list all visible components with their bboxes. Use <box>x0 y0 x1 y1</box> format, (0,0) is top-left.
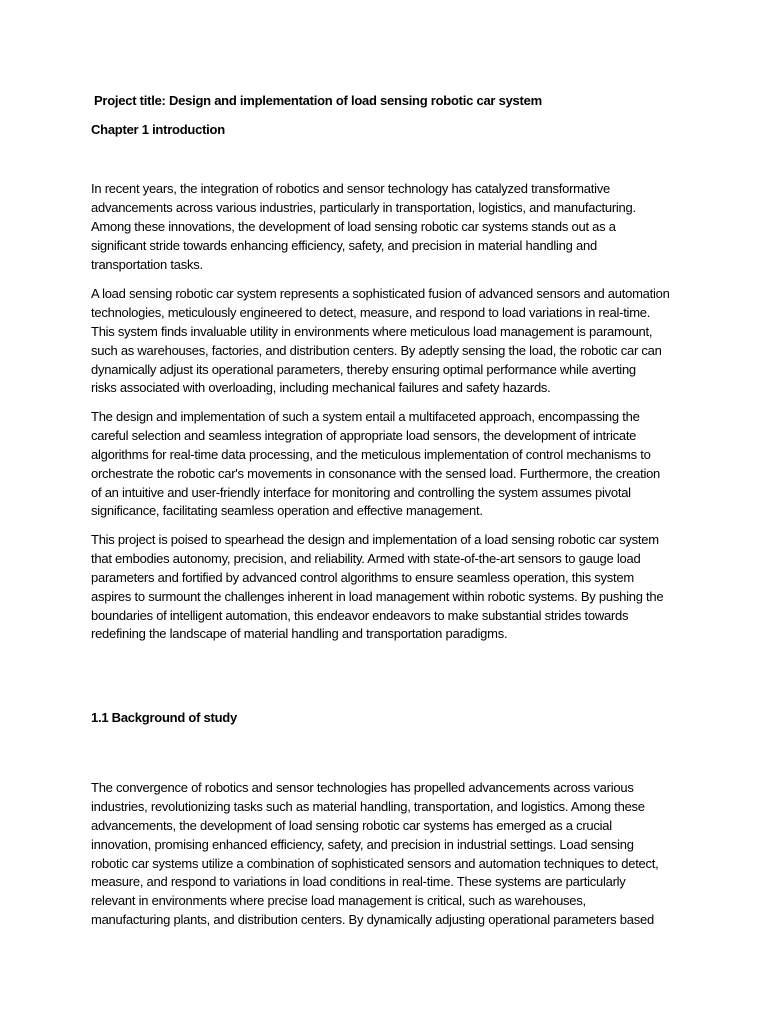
text-line: significance, facilitating seamless operation and effective management. <box>91 503 483 519</box>
text-line: parameters and fortified by advanced control algorithms to ensure seamless operation, this system <box>91 569 634 585</box>
text-line: The convergence of robotics and sensor technologies has propelled advancements across various <box>91 780 634 795</box>
text-line: Among these innovations, the development of load sensing robotic car systems stands out as a <box>91 218 616 234</box>
text-line: risks associated with overloading, including mechanical failures and safety hazards. <box>91 380 551 396</box>
text-line: technologies, meticulously engineered to detect, measure, and respond to load variations in real-time. <box>91 304 651 320</box>
text-line: advancements across various industries, particularly in transportation, logistics, and manufacturing. <box>91 199 636 215</box>
text-line: industries, revolutionizing tasks such as material handling, transportation, and logistics. Among these <box>91 798 645 814</box>
section-heading-background: 1.1 Background of study <box>91 710 237 725</box>
text-line: boundaries of intelligent automation, this endeavor endeavors to make substantial strides towards <box>91 607 629 623</box>
project-title: Project title: Design and implementation of load sensing robotic car system <box>94 93 542 108</box>
text-line: such as warehouses, factories, and distribution centers. By adeptly sensing the load, the robotic car can <box>91 342 662 358</box>
text-line: orchestrate the robotic car's movements in consonance with the sensed load. Furthermore, the creation <box>91 465 661 481</box>
text-line: In recent years, the integration of robotics and sensor technology has catalyzed transformative <box>91 181 610 196</box>
text-line: This system finds invaluable utility in environments where meticulous load management is paramount, <box>91 323 653 339</box>
text-line: This project is poised to spearhead the design and implementation of a load sensing robotic car system <box>91 532 659 547</box>
text-line: manufacturing plants, and distribution centers. By dynamically adjusting operational parameters based <box>91 912 654 928</box>
intro-paragraph-4 <box>91 531 681 644</box>
intro-paragraph-1 <box>91 180 681 274</box>
text-line: that embodies autonomy, precision, and reliability. Armed with state-of-the-art sensors to gauge load <box>91 550 641 566</box>
text-line: aspires to surmount the challenges inherent in load management within robotic systems. By pushing the <box>91 588 664 604</box>
chapter-title: Chapter 1 introduction <box>91 122 225 137</box>
text-line: redefining the landscape of material handling and transportation paradigms. <box>91 626 508 642</box>
text-line: dynamically adjust its operational parameters, thereby ensuring optimal performance while averting <box>91 361 636 377</box>
text-line: of an intuitive and user-friendly interface for monitoring and controlling the system assumes pivotal <box>91 484 631 500</box>
text-line: The design and implementation of such a system entail a multifaceted approach, encompassing the <box>91 409 640 424</box>
text-line: relevant in environments where precise load management is critical, such as warehouses, <box>91 893 586 909</box>
intro-paragraph-2 <box>91 285 681 398</box>
text-line: A load sensing robotic car system represents a sophisticated fusion of advanced sensors and automation <box>91 286 670 301</box>
background-paragraph <box>91 779 681 930</box>
text-line: measure, and respond to variations in load conditions in real-time. These systems are particularly <box>91 874 626 890</box>
text-line: significant stride towards enhancing efficiency, safety, and precision in material handling and <box>91 237 597 253</box>
text-line: robotic car systems utilize a combination of sophisticated sensors and automation techniques to detect, <box>91 855 659 871</box>
text-line: advancements, the development of load sensing robotic car systems has emerged as a crucial <box>91 817 612 833</box>
intro-paragraph-3 <box>91 408 681 521</box>
text-line: algorithms for real-time data processing, and the meticulous implementation of control mechanisms to <box>91 446 651 462</box>
text-line: transportation tasks. <box>91 256 203 272</box>
text-line: innovation, promising enhanced efficiency, safety, and precision in industrial settings. Load sensing <box>91 836 634 852</box>
text-line: careful selection and seamless integration of appropriate load sensors, the development of intricate <box>91 427 637 443</box>
